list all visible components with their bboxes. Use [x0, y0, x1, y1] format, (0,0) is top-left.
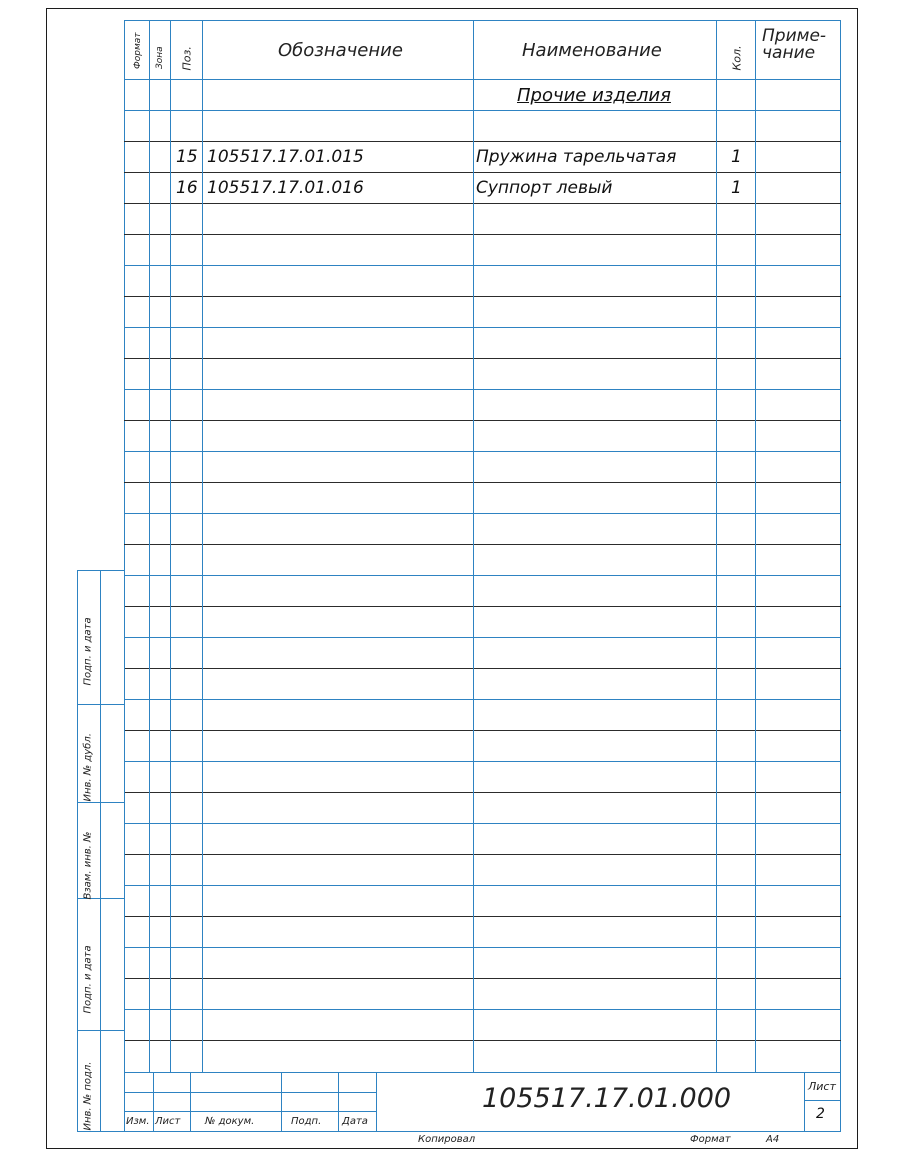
row-qty: 1: [731, 147, 742, 167]
row-line: [124, 854, 841, 855]
side-label-sign-date: Подп. и дата: [82, 617, 94, 686]
row-line: [124, 761, 841, 762]
col-divider: [202, 20, 203, 1072]
title-block-col: [281, 1072, 282, 1132]
row-line: [124, 606, 841, 607]
row-line: [124, 420, 841, 421]
section-title: Прочие изделия: [517, 85, 671, 106]
title-block-col: [153, 1072, 154, 1132]
note-header-line2: чание: [762, 43, 816, 63]
side-label-replace-inv: Взам. инв. №: [82, 831, 94, 900]
row-line: [124, 1040, 841, 1041]
row-line: [124, 203, 841, 204]
row-line: [124, 327, 841, 328]
footer-format-label: Формат: [690, 1134, 731, 1145]
row-line: [124, 1009, 841, 1010]
row-line: [124, 575, 841, 576]
designation-col-header: Обозначение: [278, 40, 403, 61]
sheet-label: Лист: [808, 1080, 836, 1093]
note-header-line1: Приме-: [762, 26, 827, 46]
note-col-header: [762, 28, 826, 62]
document-code: 105517.17.01.000: [482, 1083, 732, 1114]
side-strip-divider: [100, 570, 101, 1132]
row-line: [124, 792, 841, 793]
row-line: [124, 699, 841, 700]
row-designation: 105517.17.01.016: [207, 178, 364, 198]
name-col-header: Наименование: [522, 40, 662, 61]
row-line: [124, 234, 841, 235]
row-designation: 105517.17.01.015: [207, 147, 364, 167]
row-line: [124, 482, 841, 483]
row-line: [124, 358, 841, 359]
row-line: [124, 172, 841, 173]
pos-col-header: Поз.: [180, 46, 194, 71]
title-block-col: [804, 1072, 805, 1132]
tb-date: Дата: [342, 1116, 368, 1127]
col-divider: [473, 20, 474, 1072]
row-name: Суппорт левый: [476, 178, 613, 198]
tb-izm: Изм.: [126, 1116, 150, 1127]
format-col-header: Формат: [133, 32, 143, 69]
row-line: [124, 544, 841, 545]
side-label-orig-inv: Инв. № подл.: [82, 1061, 94, 1131]
row-line: [124, 978, 841, 979]
row-line: [124, 947, 841, 948]
tb-list: Лист: [155, 1116, 181, 1127]
footer-copied: Копировал: [418, 1134, 476, 1145]
row-name: Пружина тарельчатая: [476, 147, 677, 167]
row-line: [124, 389, 841, 390]
row-line: [124, 823, 841, 824]
qty-col-header: Кол.: [730, 45, 744, 71]
row-line: [124, 265, 841, 266]
row-pos: 16: [176, 178, 198, 198]
tb-sign: Подп.: [291, 1116, 322, 1127]
sheet-number: 2: [816, 1106, 825, 1122]
title-block-top: [124, 1072, 841, 1073]
title-block-col: [376, 1072, 377, 1132]
side-label-sign-date-2: Подп. и дата: [82, 945, 94, 1014]
footer-format-value: А4: [766, 1134, 780, 1145]
col-divider: [755, 20, 756, 1072]
tb-doc-no: № докум.: [205, 1116, 255, 1127]
row-line: [124, 668, 841, 669]
row-line: [124, 141, 841, 142]
col-divider: [170, 20, 171, 1072]
row-line: [124, 885, 841, 886]
sheet-box-divider: [804, 1100, 841, 1101]
title-block-col: [338, 1072, 339, 1132]
row-line: [124, 637, 841, 638]
col-divider: [149, 20, 150, 1072]
side-label-dup-inv: Инв. № дубл.: [82, 733, 94, 802]
row-line: [124, 916, 841, 917]
header-divider: [124, 79, 841, 80]
zone-col-header: Зона: [155, 46, 165, 69]
row-line: [124, 110, 841, 111]
row-line: [124, 513, 841, 514]
row-qty: 1: [731, 178, 742, 198]
title-block-col: [190, 1072, 191, 1132]
row-pos: 15: [176, 147, 198, 167]
row-line: [124, 296, 841, 297]
col-divider: [716, 20, 717, 1072]
row-line: [124, 451, 841, 452]
row-line: [124, 730, 841, 731]
